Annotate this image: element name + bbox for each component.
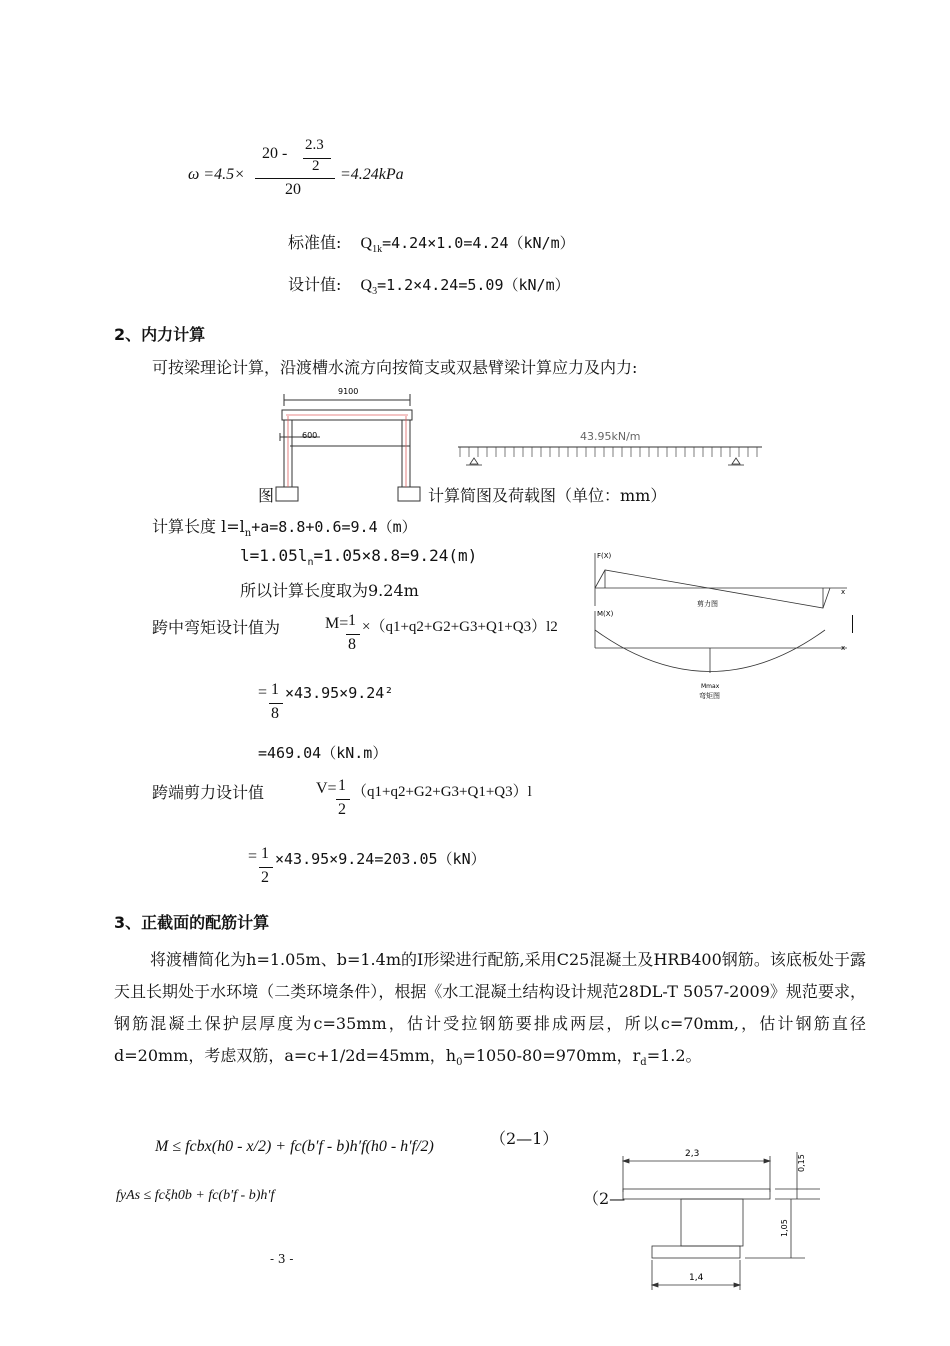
- section3-p1-end: =1.2。: [646, 1046, 702, 1065]
- shear-eq2-sign: =: [248, 848, 258, 865]
- section3-heading: 3、正截面的配筋计算: [114, 913, 270, 932]
- dim-flange: 0,15: [797, 1154, 806, 1172]
- omega-inner-num: 2.3: [305, 137, 324, 153]
- dim-bottom-width: 1,4: [689, 1273, 704, 1283]
- omega-lhs: ω =4.5×: [188, 166, 245, 183]
- shear-frac-den: 2: [338, 801, 346, 818]
- section3-paragraph: 将渡槽简化为h=1.05m、b=1.4m的I形梁进行配筋,采用C25混凝土及HRB400钢筋。该底板处于露天且长期处于水环境（二类环境条件），根据《水工混凝土结构设计规范28DL-T 5057-2009》规范要求，钢筋混凝土保护层厚度为c=35mm，估计受拉钢筋要排成两层，所以c=70mm,，估计钢筋直径d=20mm，考虑双筋，a=c+1/2d=45mm，$h_0=1050-80=970mm$，$r_d=1.2$。: [114, 950, 866, 1069]
- dim-600: 600: [302, 431, 318, 440]
- design-value-sym: Q: [360, 277, 373, 294]
- calc-length-line3: 所以计算长度取为9.24m: [240, 581, 419, 600]
- moment-line3: =469.04（kN.m）: [258, 744, 388, 762]
- design-value-line: [288, 272, 570, 297]
- moment-expr: ×（q1+q2+G2+G3+Q1+Q3）l2: [362, 619, 558, 635]
- shear-frac-num: 1: [338, 777, 346, 794]
- figure1-caption-char: 图: [258, 486, 275, 505]
- omega-inner-den: 2: [312, 158, 320, 174]
- moment-axis-label: M(X): [597, 610, 614, 618]
- omega-rhs: =4.24kPa: [340, 166, 404, 183]
- shear-title: 剪力图: [697, 600, 718, 608]
- shear2-frac-bar: [259, 867, 273, 868]
- standard-value-expr: =4.24×1.0=4.24（kN/m）: [382, 234, 575, 252]
- calc-length-sub: n: [244, 528, 252, 540]
- formula-1: M ≤ fcbx(h0 - x/2) + fc(b′f - b)h′f(h0 - h′f/2): [155, 1138, 434, 1155]
- omega-den: 20: [285, 181, 301, 198]
- calc-length-line1: [152, 514, 417, 539]
- load-label: 43.95kN/m: [580, 430, 641, 443]
- shear2-frac-num: 1: [261, 845, 269, 862]
- moment-frac-num: 1: [348, 612, 356, 629]
- calc-length-label: 计算长度 l=l: [152, 517, 245, 536]
- moment-line2: ×43.95×9.24²: [285, 684, 394, 702]
- design-value-sub: 3: [372, 286, 378, 298]
- section2-intro: 可按梁理论计算，沿渡槽水流方向按简支或双悬臂梁计算应力及内力:: [152, 358, 638, 377]
- shear-axis-label: F(X): [597, 552, 612, 560]
- calc-length-expr: +a=8.8+0.6=9.4（m）: [251, 518, 417, 536]
- moment-title: 弯矩图: [699, 692, 720, 700]
- shear-diagram: [585, 548, 855, 610]
- calc-length-line2-sub: n: [307, 557, 314, 569]
- moment2-frac-num: 1: [271, 681, 279, 698]
- moment-eq2-sign: =: [258, 684, 268, 701]
- shear2-frac-den: 2: [261, 869, 269, 886]
- standard-value-line: [288, 230, 575, 255]
- calc-length-line2: [240, 546, 477, 568]
- shear-line2: ×43.95×9.24=203.05（kN）: [275, 850, 486, 868]
- shear-label: 跨端剪力设计值: [152, 783, 265, 802]
- shear-v-eq: V=: [316, 780, 337, 797]
- section3-p1: 将渡槽简化为h=1.05m、b=1.4m的I形梁进行配筋,采用C25混凝土及HRB400钢筋。该底板处于露天且长期处于水环境（二类环境条件），根据《水工混凝土结构设计规范28DL-T 5057-2009》规范要求，钢筋混凝土保护层厚度为c=35mm，估计受拉钢筋要排成两层，所以c=70mm,，估计钢筋直径d=20mm，考虑双筋，a=c+1/2d=45mm，h: [114, 950, 866, 1065]
- frame-diagram: [262, 380, 432, 505]
- moment-x-label: x: [841, 644, 846, 652]
- shear-expr: （q1+q2+G2+G3+Q1+Q3）l: [352, 784, 532, 800]
- standard-value-sym: Q: [360, 235, 373, 252]
- calc-length-line2a: l=1.05l: [240, 546, 308, 565]
- section2-heading: 2、内力计算: [114, 325, 206, 344]
- formula-2: fyAs ≤ fcξh0b + fc(b′f - b)h′f: [116, 1188, 275, 1203]
- design-value-label: 设计值:: [288, 275, 342, 294]
- moment2-frac-den: 8: [271, 705, 279, 722]
- dim-9100: 9100: [338, 387, 359, 396]
- moment-label: 跨中弯矩设计值为: [152, 618, 281, 637]
- load-diagram: [450, 425, 770, 470]
- margin-mark: [852, 615, 853, 633]
- page-number: - 3 -: [270, 1252, 294, 1266]
- formula-2-tag: （2—: [583, 1189, 626, 1208]
- moment-frac-den: 8: [348, 636, 356, 653]
- moment-frac-bar: [346, 634, 360, 635]
- i-section-figure: [615, 1142, 825, 1292]
- design-value-expr: =1.2×4.24=5.09（kN/m）: [377, 276, 570, 294]
- calc-length-line2b: =1.05×8.8=9.24(m): [313, 546, 478, 565]
- dim-top-width: 2,3: [685, 1149, 700, 1159]
- moment-diagram: [585, 608, 855, 700]
- section3-p1-tail: =1050-80=970mm，r: [462, 1046, 641, 1065]
- formula-1-tag: （2—1）: [490, 1129, 559, 1148]
- omega-main-bar: [255, 178, 335, 179]
- omega-num-lead: 20 -: [262, 145, 288, 162]
- moment-m-eq: M=: [325, 615, 349, 632]
- mmax-label: Mmax: [701, 683, 720, 690]
- standard-value-sub: 1k: [372, 244, 383, 256]
- dim-height: 1,05: [780, 1219, 789, 1237]
- shear-x-label: x: [841, 588, 846, 596]
- standard-value-label: 标准值:: [288, 233, 342, 252]
- moment2-frac-bar: [269, 703, 283, 704]
- shear-frac-bar: [336, 799, 350, 800]
- figure1-caption: 计算简图及荷载图（单位：mm）: [428, 486, 667, 505]
